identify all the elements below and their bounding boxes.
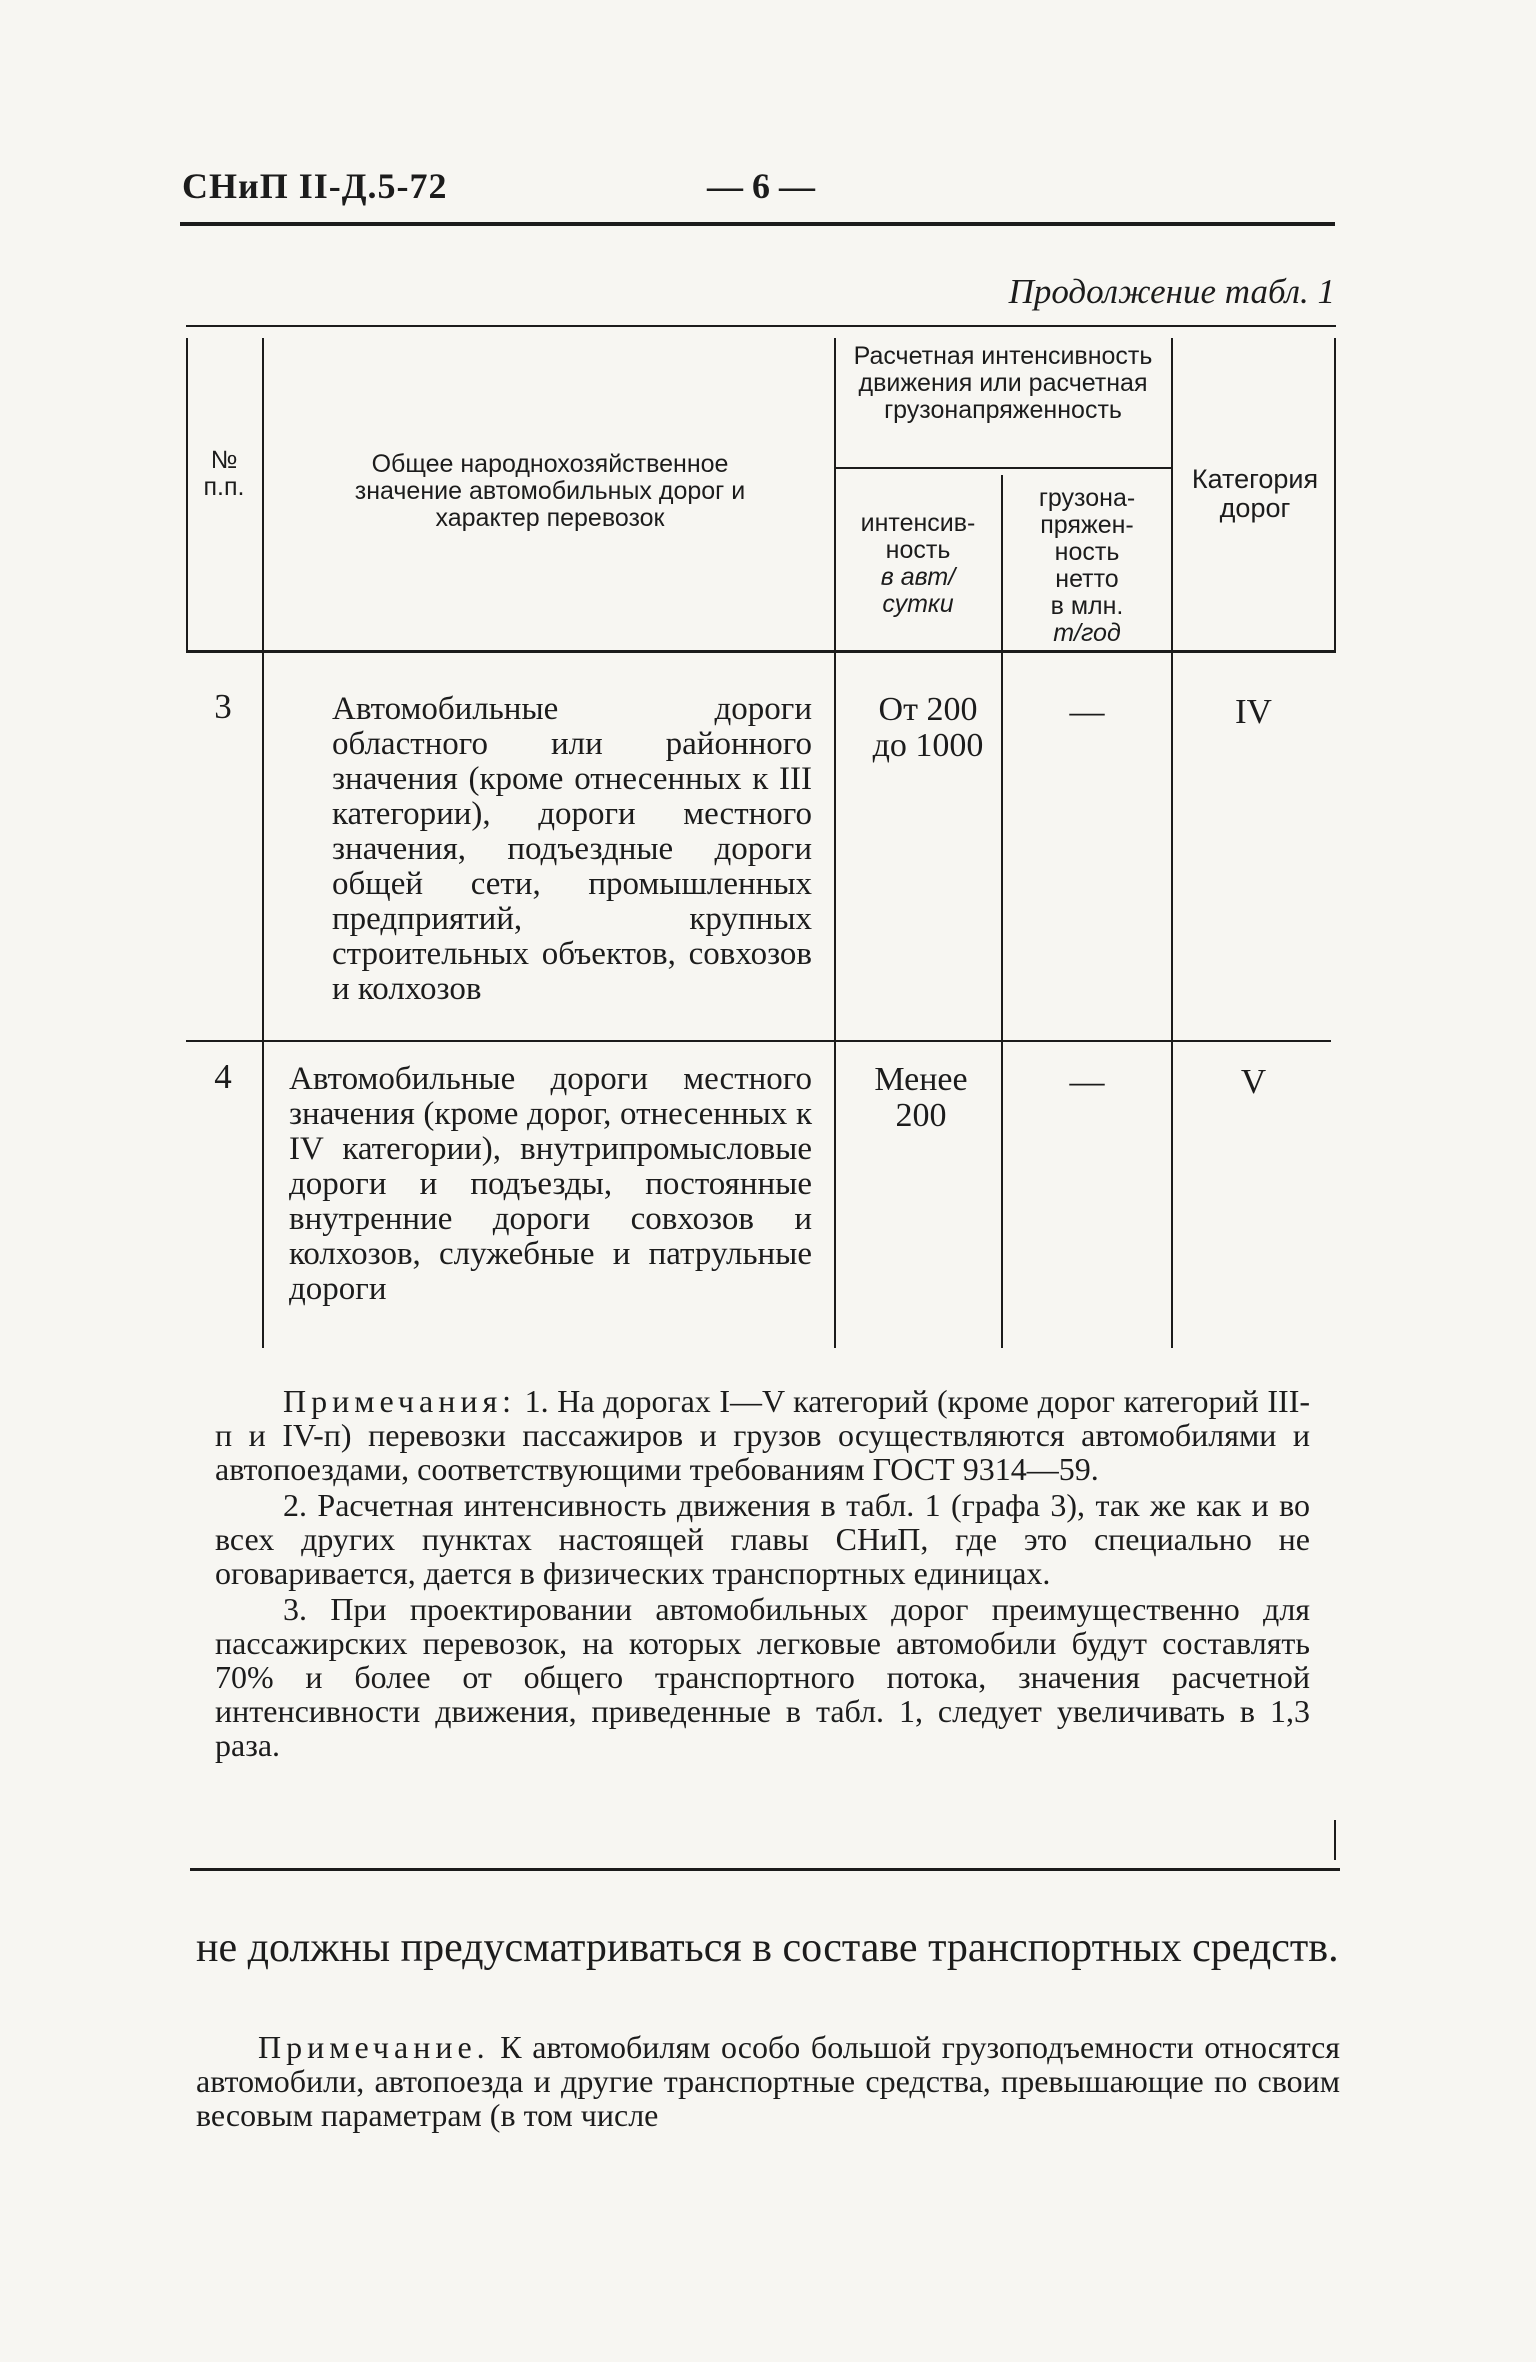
header-cargo-line: ность bbox=[1054, 538, 1120, 566]
row-cargo: — bbox=[1069, 1062, 1105, 1101]
header-cargo-line: грузона- bbox=[1038, 484, 1136, 512]
notes-label: Примечания: bbox=[283, 1383, 517, 1419]
table-caption: Продолжение табл. 1 bbox=[1008, 272, 1335, 311]
note-item bbox=[215, 1384, 1310, 1486]
header-cargo-line: пряжен- bbox=[1040, 511, 1134, 539]
row-category: IV bbox=[1235, 692, 1272, 731]
row-intensity: Менее 200 bbox=[874, 1061, 968, 1134]
header-cargo-line: т/год bbox=[1053, 619, 1121, 647]
table-right-border bbox=[1334, 338, 1336, 650]
body-paragraph: не должны предусматриваться в составе транспортных средств. bbox=[196, 1925, 1339, 1971]
row-intensity: От 200 до 1000 bbox=[872, 691, 984, 764]
header-intensity-line: интенсив- bbox=[860, 509, 976, 537]
notes-bottom-rule bbox=[190, 1868, 1340, 1871]
row-divider bbox=[186, 1040, 1331, 1042]
row-description: Автомобильные дороги областного или районного значения (кроме отнесенных к III категории), дороги местного значения, подъездные дороги общей сети, промышленных предприятий, крупных строительных объектов, совхозов и колхозов bbox=[332, 691, 812, 1007]
row-description: Автомобильные дороги местного значения (кроме дорог, отнесенных к IV категории), внутрипромысловые дороги и подъезды, постоянные внутренние дороги совхозов и колхозов, служебные и патрульные дороги bbox=[289, 1061, 812, 1307]
body-note-label: Примечание. bbox=[258, 2029, 490, 2065]
col-divider-4 bbox=[1171, 338, 1173, 1348]
header-rule bbox=[180, 222, 1335, 226]
note-item: 3. При проектировании автомобильных дорог преимущественно для пассажирских перевозок, на которых легковые автомобили будут составлять 70% и более от общего транспортного потока, значения расчетной интенсивности движения, приведенные в табл. 1, следует увеличивать в 1,3 раза. bbox=[215, 1591, 1310, 1763]
row-cargo: — bbox=[1069, 692, 1105, 731]
page-number: — 6 — bbox=[707, 166, 815, 206]
header-intensity-line: ность bbox=[885, 536, 951, 564]
header-bottom-border bbox=[186, 650, 1336, 653]
header-category: Категория дорог bbox=[1191, 464, 1319, 523]
group-header-rule bbox=[834, 467, 1171, 469]
table-right-border-bottom bbox=[1334, 1820, 1336, 1860]
header-intensity bbox=[838, 510, 998, 618]
table-top-border bbox=[186, 325, 1336, 327]
col-divider-2 bbox=[834, 338, 836, 1348]
col-divider-3 bbox=[1001, 475, 1003, 1348]
body-note-paragraph bbox=[196, 2030, 1340, 2132]
body-note bbox=[196, 2030, 1340, 2132]
note-text: 1. На дорогах I—V категорий (кроме дорог категорий III-п и IV-п) перевозки пассажиров и грузов осуществляются автомобилями и автопоездами, соответствующими требованиям ГОСТ 9314—59. bbox=[215, 1383, 1311, 1487]
header-cargo-line: нетто bbox=[1055, 565, 1119, 593]
row-number: 4 bbox=[214, 1057, 232, 1096]
header-intensity-line: сутки bbox=[882, 590, 954, 618]
header-group: Расчетная интенсивность движения или расчетная грузонапряженность bbox=[853, 342, 1153, 424]
row-category: V bbox=[1240, 1062, 1267, 1101]
note-item: 2. Расчетная интенсивность движения в табл. 1 (графа 3), так же как и во всех других пунктах настоящей главы СНиП, где это специально не оговаривается, дается в физических транспортных единицах. bbox=[215, 1487, 1310, 1591]
body-note-text: К автомобилям особо большой грузоподъемности относятся автомобили, автопоезда и другие транспортные средства, превышающие по своим весовым параметрам (в том числе bbox=[196, 2029, 1341, 2133]
page-header bbox=[182, 165, 1332, 215]
col-divider-1 bbox=[262, 338, 264, 1348]
header-cargo bbox=[1006, 485, 1168, 647]
header-intensity-line: в авт/ bbox=[880, 563, 956, 591]
table-notes bbox=[215, 1384, 1310, 1764]
document-code: СНиП II-Д.5-72 bbox=[182, 166, 448, 206]
header-description: Общее народнохозяйственное значение автомобильных дорог и характер перевозок bbox=[354, 450, 746, 532]
row-number: 3 bbox=[214, 687, 232, 726]
header-cargo-line: в млн. bbox=[1050, 592, 1124, 620]
header-number: № п.п. bbox=[203, 446, 245, 501]
